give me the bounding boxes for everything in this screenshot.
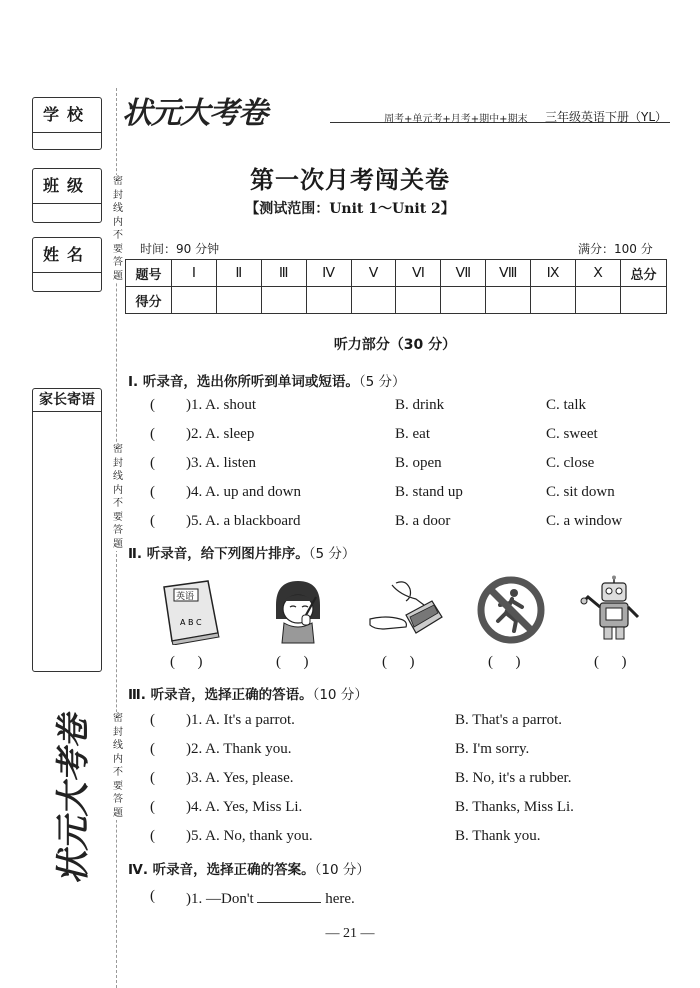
full-score: 满分：100 分: [578, 242, 653, 256]
score-cell[interactable]: [306, 287, 351, 314]
q2-title: Ⅱ. 听录音，给下列图片排序。（5 分）: [128, 546, 356, 562]
side-brand-logo: 状元大考卷: [53, 714, 94, 885]
q4-item: ( )1. —Don't here.: [150, 888, 355, 907]
total-score-cell[interactable]: [621, 287, 667, 314]
q1-2-option-c[interactable]: C. sweet: [546, 426, 598, 442]
q3-item: ( )3. A. Yes, please. B. No, it's a rubber.: [150, 770, 572, 786]
page-title: 第一次月考闯关卷: [250, 166, 450, 194]
girl-pencil-icon: [262, 575, 332, 645]
question-number-label: 题号: [126, 260, 172, 287]
score-cell[interactable]: [531, 287, 576, 314]
score-cell[interactable]: [351, 287, 396, 314]
q1-title: Ⅰ. 听录音，选出你所听到单词或短语。（5 分）: [128, 374, 406, 390]
q3-1-option-a[interactable]: )1. A. It's a parrot.: [186, 712, 295, 728]
listening-heading: 听力部分（30 分）: [333, 337, 457, 353]
score-table: [125, 259, 667, 314]
q1-1-option-a[interactable]: )1. A. shout: [186, 397, 257, 413]
brand-logo: 状元大考卷: [122, 96, 267, 131]
q3-2-option-b[interactable]: B. I'm sorry.: [455, 741, 530, 757]
seal-text-1: 密封线内不要答题: [113, 176, 123, 282]
q3-3-option-b[interactable]: B. No, it's a rubber.: [455, 770, 572, 786]
score-cell[interactable]: [216, 287, 261, 314]
col-10: Ⅹ: [576, 260, 621, 287]
q3-4-option-b[interactable]: B. Thanks, Miss Li.: [455, 799, 574, 815]
time-limit: 时间：90 分钟: [140, 242, 220, 256]
grade-book: 三年级英语下册（YL）: [545, 110, 668, 124]
score-cell[interactable]: [486, 287, 531, 314]
col-7: Ⅶ: [441, 260, 486, 287]
page-number: — 21 —: [325, 926, 375, 941]
q1-3-option-c[interactable]: C. close: [546, 455, 595, 471]
name-label: 姓名: [33, 238, 101, 273]
total-label: 总分: [621, 260, 667, 287]
school-label: 学校: [33, 98, 101, 133]
svg-text:英语: 英语: [176, 592, 195, 602]
col-4: Ⅳ: [306, 260, 351, 287]
q1-5-option-a[interactable]: )5. A. a blackboard: [186, 513, 301, 529]
col-9: Ⅸ: [531, 260, 576, 287]
answer-paren-1[interactable]: ( ): [170, 654, 203, 670]
score-cell[interactable]: [441, 287, 486, 314]
q1-4-option-b[interactable]: B. stand up: [395, 484, 463, 500]
q3-item: ( )2. A. Thank you. B. I'm sorry.: [150, 741, 530, 757]
q3-item: ( )5. A. No, thank you. B. Thank you.: [150, 828, 541, 844]
q4-1-stem: )1. —Don't here.: [186, 888, 355, 908]
book-icon: [156, 575, 226, 645]
col-1: Ⅰ: [172, 260, 217, 287]
seal-text-2: 密封线内不要答题: [113, 444, 123, 550]
score-cell[interactable]: [396, 287, 441, 314]
q1-2-option-b[interactable]: B. eat: [395, 426, 430, 442]
class-label: 班级: [33, 169, 101, 204]
q1-3-option-b[interactable]: B. open: [395, 455, 442, 471]
name-field[interactable]: [33, 273, 101, 291]
q1-item: ( )5. A. a blackboard B. a door C. a window: [150, 513, 623, 529]
seal-text-3: 密封线内不要答题: [113, 713, 123, 819]
col-3: Ⅲ: [261, 260, 306, 287]
col-5: Ⅴ: [351, 260, 396, 287]
score-cell[interactable]: [172, 287, 217, 314]
score-label: 得分: [126, 287, 172, 314]
hands-book-icon: [366, 575, 446, 645]
svg-text:A B C: A B C: [180, 618, 202, 627]
score-cell[interactable]: [261, 287, 306, 314]
q1-3-option-a[interactable]: )3. A. listen: [186, 455, 256, 471]
q1-4-option-c[interactable]: C. sit down: [546, 484, 615, 500]
col-6: Ⅵ: [396, 260, 441, 287]
q1-4-option-a[interactable]: )4. A. up and down: [186, 484, 301, 500]
q1-item: ( )3. A. listen B. open C. close: [150, 455, 595, 471]
score-cell[interactable]: [576, 287, 621, 314]
q3-title: Ⅲ. 听录音，选择正确的答语。（10 分）: [128, 687, 368, 703]
q3-1-option-b[interactable]: B. That's a parrot.: [455, 712, 562, 728]
score-table-header-row: [126, 260, 667, 287]
q3-5-option-b[interactable]: B. Thank you.: [455, 828, 541, 844]
q1-1-option-b[interactable]: B. drink: [395, 397, 445, 413]
q4-1-blank[interactable]: [257, 888, 321, 903]
school-field[interactable]: [33, 133, 101, 149]
q1-item: ( )4. A. up and down B. stand up C. sit down: [150, 484, 615, 500]
score-table-score-row: [126, 287, 667, 314]
q4-title: Ⅳ. 听录音，选择正确的答案。（10 分）: [128, 862, 370, 878]
q1-item: ( )1. A. shout B. drink C. talk: [150, 397, 586, 413]
parent-note-label: 家长寄语: [33, 389, 101, 412]
test-scope: 【测试范围：Unit 1～Unit 2】: [245, 201, 455, 217]
no-running-icon: [476, 575, 546, 645]
q3-3-option-a[interactable]: )3. A. Yes, please.: [186, 770, 294, 786]
q1-5-option-b[interactable]: B. a door: [395, 513, 451, 529]
answer-paren-4[interactable]: ( ): [488, 654, 521, 670]
q3-item: ( )1. A. It's a parrot. B. That's a parrot.: [150, 712, 562, 728]
q1-item: ( )2. A. sleep B. eat C. sweet: [150, 426, 598, 442]
school-box: [32, 97, 102, 150]
q3-item: ( )4. A. Yes, Miss Li. B. Thanks, Miss Li.: [150, 799, 574, 815]
name-box: [32, 237, 102, 292]
col-8: Ⅷ: [486, 260, 531, 287]
q3-5-option-a[interactable]: )5. A. No, thank you.: [186, 828, 313, 844]
parent-note-field[interactable]: [33, 412, 101, 670]
answer-paren-3[interactable]: ( ): [382, 654, 415, 670]
exam-types: 周考+单元考+月考+期中+期末: [384, 114, 528, 125]
q3-4-option-a[interactable]: )4. A. Yes, Miss Li.: [186, 799, 303, 815]
q3-2-option-a[interactable]: )2. A. Thank you.: [186, 741, 292, 757]
answer-paren-2[interactable]: ( ): [276, 654, 309, 670]
robot-icon: [578, 575, 648, 645]
answer-paren-5[interactable]: ( ): [594, 654, 627, 670]
q1-2-option-a[interactable]: )2. A. sleep: [186, 426, 255, 442]
q1-5-option-c[interactable]: C. a window: [546, 513, 623, 529]
col-2: Ⅱ: [216, 260, 261, 287]
q1-1-option-c[interactable]: C. talk: [546, 397, 586, 413]
